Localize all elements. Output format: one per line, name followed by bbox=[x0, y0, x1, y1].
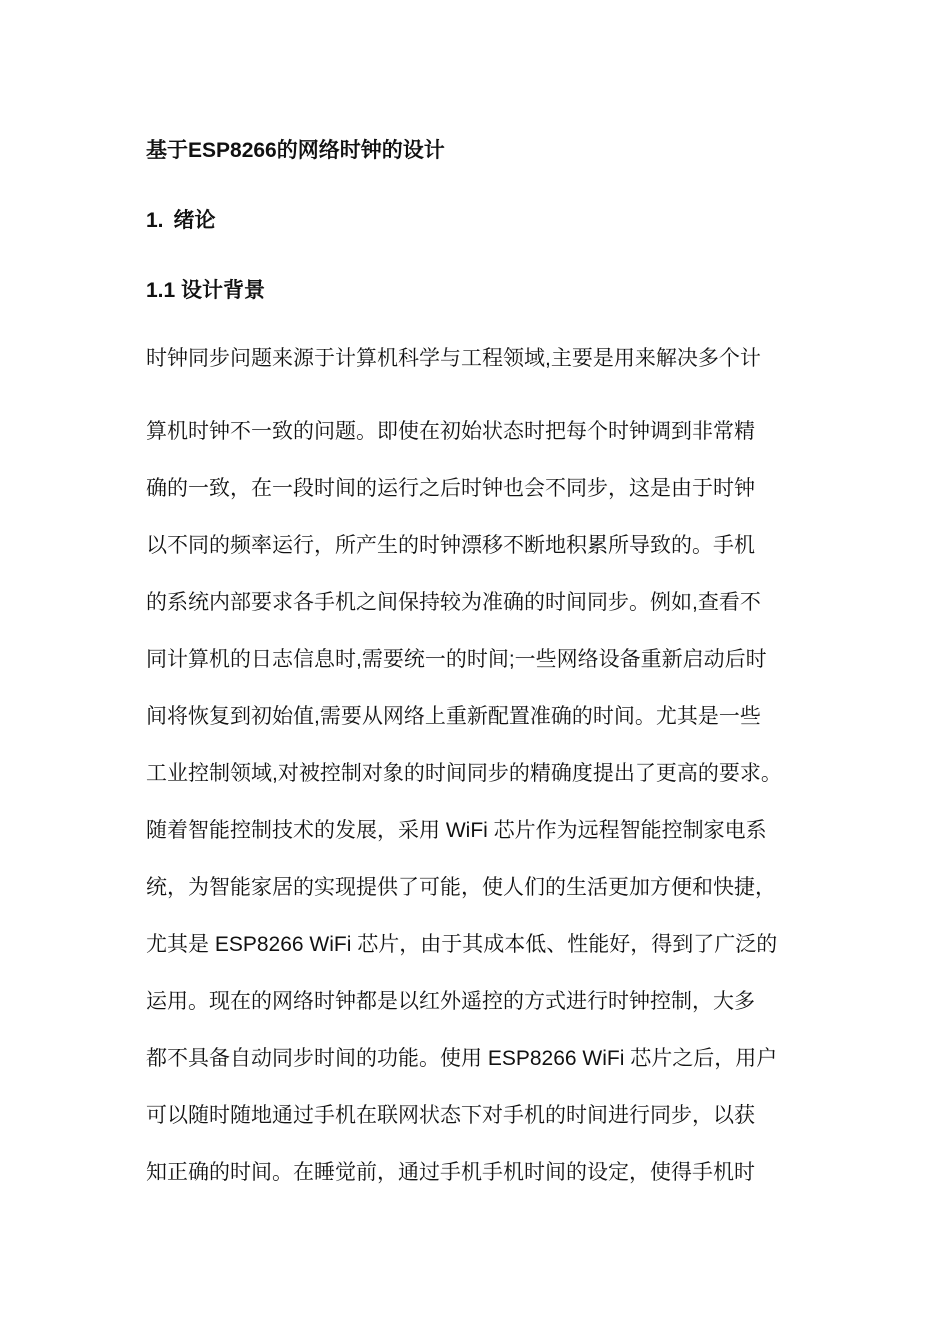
paragraph-line: 尤其是 ESP8266 WiFi 芯片，由于其成本低、性能好，得到了广泛的 bbox=[146, 933, 778, 956]
section-title: 绪论 bbox=[173, 209, 216, 232]
paragraph-line: 统，为智能家居的实现提供了可能，使人们的生活更加方便和快捷， bbox=[146, 876, 776, 899]
paragraph-line: 确的一致，在一段时间的运行之后时钟也会不同步，这是由于时钟 bbox=[146, 477, 755, 500]
section-heading bbox=[146, 207, 216, 235]
paragraph-line: 同计算机的日志信息时,需要统一的时间;一些网络设备重新启动后时 bbox=[146, 648, 767, 671]
paragraph-line: 随着智能控制技术的发展，采用 WiFi 芯片作为远程智能控制家电系 bbox=[146, 819, 767, 842]
document-title: 基于ESP8266的网络时钟的设计 bbox=[146, 139, 445, 162]
paragraph-line: 以不同的频率运行，所产生的时钟漂移不断地积累所导致的。手机 bbox=[146, 534, 755, 557]
paragraph-line: 时钟同步问题来源于计算机科学与工程领域,主要是用来解决多个计 bbox=[146, 347, 761, 370]
paragraph-line: 可以随时随地通过手机在联网状态下对手机的时间进行同步，以获 bbox=[146, 1104, 755, 1127]
paragraph-line: 知正确的时间。在睡觉前，通过手机手机时间的设定，使得手机时 bbox=[146, 1161, 755, 1184]
paragraph-line: 工业控制领域,对被控制对象的时间同步的精确度提出了更高的要求。 bbox=[146, 762, 782, 785]
paragraph-line: 的系统内部要求各手机之间保持较为准确的时间同步。例如,查看不 bbox=[146, 591, 761, 614]
paragraph-line: 运用。现在的网络时钟都是以红外遥控的方式进行时钟控制，大多 bbox=[146, 990, 755, 1013]
paragraph-line: 算机时钟不一致的问题。即使在初始状态时把每个时钟调到非常精 bbox=[146, 420, 755, 443]
paragraph-line: 都不具备自动同步时间的功能。使用 ESP8266 WiFi 芯片之后，用户 bbox=[146, 1047, 778, 1070]
paragraph-line: 间将恢复到初始值,需要从网络上重新配置准确的时间。尤其是一些 bbox=[146, 705, 761, 728]
subsection-heading: 1.1 设计背景 bbox=[146, 279, 266, 302]
section-number: 1. bbox=[146, 209, 164, 232]
